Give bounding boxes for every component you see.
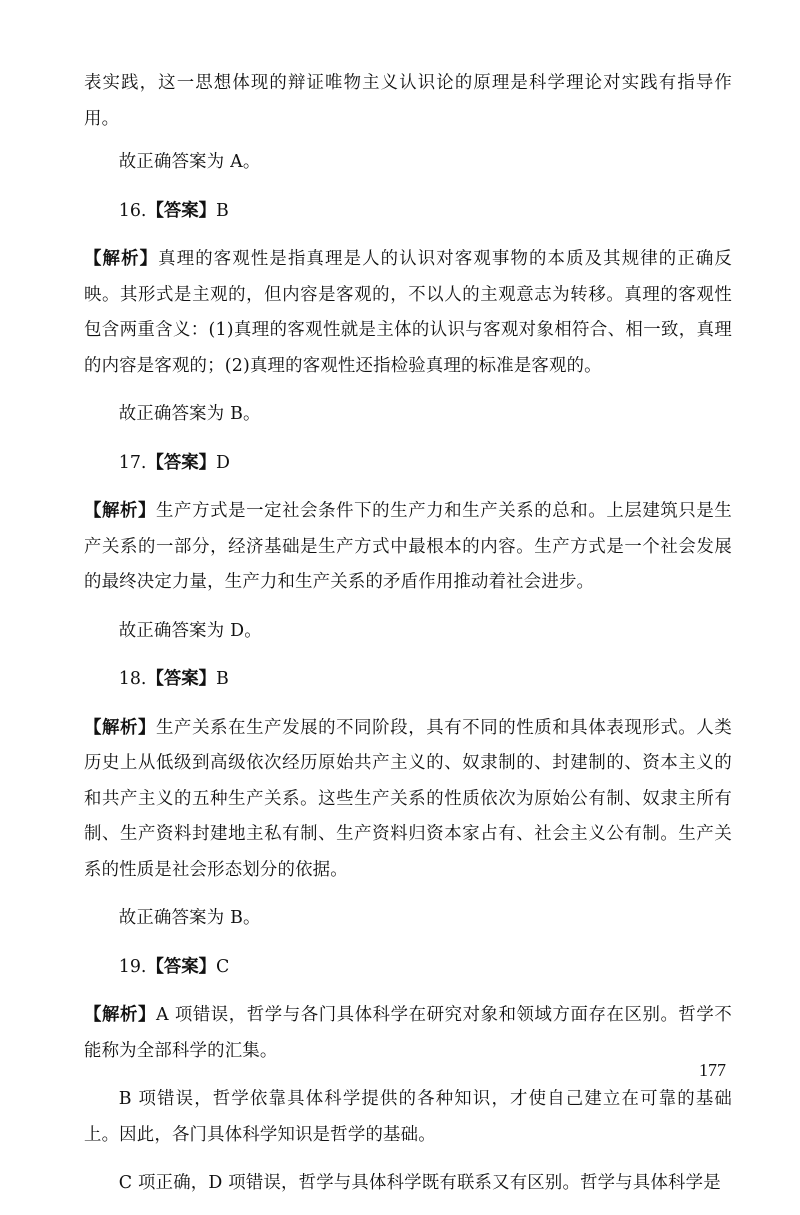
answer-value: C — [216, 956, 230, 977]
analysis-text: 生产方式是一定社会条件下的生产力和生产关系的总和。上层建筑只是生产关系的一部分，经济基础是生产方式中最根本的内容。生产方式是一个社会发展的最终决定力量，生产力和生产关系的矛盾作用推动着社会进步。 — [84, 501, 732, 592]
analysis-16 — [84, 242, 732, 384]
answer-label: 【答案】 — [146, 669, 217, 689]
conclusion-16: 故正确答案为 B。 — [118, 404, 261, 424]
conclusion-18: 故正确答案为 B。 — [118, 908, 261, 928]
conclusion-15: 故正确答案为 A。 — [118, 152, 261, 172]
analysis-label: 【解析】 — [84, 1005, 156, 1025]
answer-label: 【答案】 — [146, 956, 217, 977]
analysis-label: 【解析】 — [84, 501, 157, 521]
analysis-label: 【解析】 — [84, 249, 159, 269]
answer-heading-18 — [84, 662, 732, 698]
analysis-text: 生产关系在生产发展的不同阶段，具有不同的性质和具体表现形式。人类历史上从低级到高级依次经历原始共产主义的、奴隶制的、封建制的、资本主义的和共产主义的五种生产关系。这些生产关系的性质依次为原始公有制、奴隶主所有制、生产资料封建地主私有制、生产资料归资本家占有、社会主义公有制。生产关系的性质是社会形态划分的依据。 — [84, 717, 732, 880]
question-number: 18. — [118, 669, 147, 689]
option-b-explanation: B 项错误，哲学依靠具体科学提供的各种知识，才使自己建立在可靠的基础上。因此，各门具体科学知识是哲学的基础。 — [84, 1089, 732, 1145]
question-number: 19. — [118, 956, 147, 977]
analysis-text: 真理的客观性是指真理是人的认识对客观事物的本质及其规律的正确反映。其形式是主观的，但内容是客观的，不以人的主观意志为转移。真理的客观性包含两重含义：(1)真理的客观性就是主体的认识与客观对象相符合、相一致，真理的内容是客观的；(2)真理的客观性还指检验真理的标准是客观的。 — [84, 249, 732, 376]
conclusion-17: 故正确答案为 D。 — [118, 620, 262, 641]
page-number: 177 — [699, 1060, 726, 1080]
analysis-text: A 项错误，哲学与各门具体科学在研究对象和领域方面存在区别。哲学不能称为全部科学的汇集。 — [84, 1005, 732, 1061]
analysis-18 — [84, 711, 732, 889]
answer-value: B — [216, 669, 229, 689]
answer-heading-19 — [84, 950, 732, 986]
option-cd-explanation: C 项正确，D 项错误，哲学与具体科学既有联系又有区别。哲学与具体科学是 — [118, 1173, 721, 1193]
answer-label: 【答案】 — [146, 200, 217, 221]
question-number: 16. — [118, 200, 147, 221]
document-page — [84, 66, 732, 1215]
answer-value: D — [216, 452, 230, 473]
answer-heading-16 — [84, 194, 732, 230]
analysis-19 — [84, 998, 732, 1069]
answer-heading-17 — [84, 446, 732, 482]
answer-value: B — [216, 200, 229, 221]
question-number: 17. — [118, 452, 147, 473]
answer-label: 【答案】 — [146, 452, 217, 473]
analysis-17 — [84, 494, 732, 601]
analysis-label: 【解析】 — [84, 717, 157, 738]
paragraph-continuation: 表实践，这一思想体现的辩证唯物主义认识论的原理是科学理论对实践有指导作用。 — [84, 73, 732, 129]
